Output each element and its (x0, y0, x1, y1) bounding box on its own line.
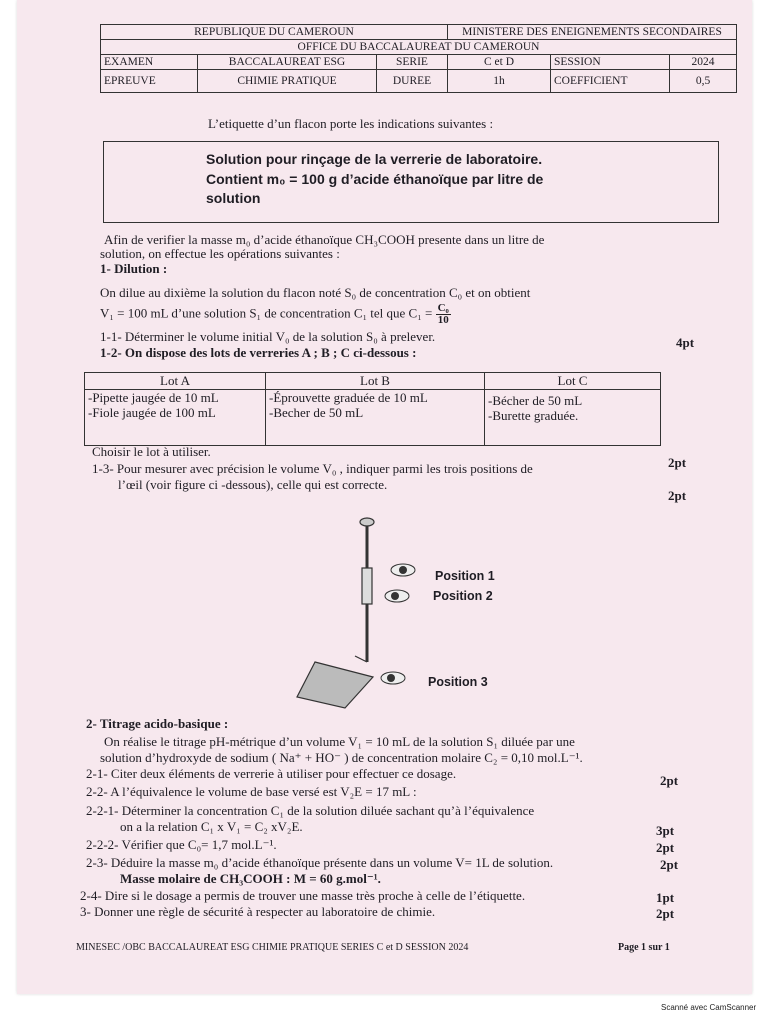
points-2pt-a: 2pt (668, 455, 687, 470)
lot-c-items (485, 390, 661, 446)
part1-title: 1- Dilution : (100, 261, 168, 276)
duree-value: 1h (448, 70, 551, 93)
republic-cell: REPUBLIQUE DU CAMEROUN (101, 25, 448, 40)
part1-line-2-text: V₁ = 100 mL d’une solution S₁ de concentration C₁ tel que C₁ = (100, 305, 433, 321)
pipette-tip (355, 656, 367, 662)
question-2-2-1-line-2: on a la relation C₁ x V₁ = C₂ xV₂E. (120, 819, 303, 834)
lot-c-header: Lot C (485, 373, 661, 390)
points-q24: 1pt (656, 890, 675, 905)
serie-label: SERIE (377, 55, 448, 70)
question-2-2: 2-2- A l’équivalence le volume de base versé est V₂E = 17 mL : (86, 784, 417, 799)
lot-c-item: -Burette graduée. (488, 408, 579, 423)
part2-title: 2- Titrage acido-basique : (86, 716, 229, 731)
points-q23: 2pt (660, 857, 679, 872)
office-cell: OFFICE DU BACCALAUREAT DU CAMEROUN (101, 40, 737, 55)
epreuve-label: EPREUVE (101, 70, 198, 93)
fraction-denominator: 10 (437, 314, 449, 326)
session-label: SESSION (551, 55, 670, 70)
question-2-1: 2-1- Citer deux éléments de verrerie à utiliser pour effectuer ce dosage. (86, 766, 457, 781)
preamble-line-1: Afin de verifier la masse m₀ d’acide éthanoïque CH₃COOH presente dans un litre de (104, 232, 545, 247)
question-3: 3- Donner une règle de sécurité à respecter au laboratoire de chimie. (80, 904, 436, 919)
pipette-bulb (360, 518, 374, 526)
position-2-label: Position 2 (433, 589, 493, 603)
footer-left: MINESEC /OBC BACCALAUREAT ESG CHIMIE PRATIQUE SERIES C et D SESSION 2024 (76, 942, 469, 953)
lot-a-item: -Pipette jaugée de 10 mL (88, 390, 219, 405)
ministry-cell: MINISTERE DES ENEIGNEMENTS SECONDAIRES (448, 25, 737, 40)
beaker (297, 662, 373, 708)
question-2-2-1-line-1: 2-2-1- Déterminer la concentration C₁ de la solution diluée sachant qu’à l’équivalence (86, 803, 535, 818)
question-2-4: 2-4- Dire si le dosage a permis de trouver une masse très proche à celle de l’étiquette. (80, 888, 526, 903)
lot-b-header: Lot B (266, 373, 485, 390)
label-line-1: Solution pour rinçage de la verrerie de laboratoire. (206, 151, 543, 167)
question-2-2-2: 2-2-2- Vérifier que C₀= 1,7 mol.L⁻¹. (86, 837, 277, 852)
lot-c-item: -Bécher de 50 mL (488, 393, 583, 408)
part2-line-2: solution d’hydroxyde de sodium ( Na⁺ + HO⁻ ) de concentration molaire C₂ = 0,10 mol.L⁻¹. (100, 750, 583, 765)
question-1-2: 1-2- On dispose des lots de verreries A ; B ; C ci-dessous : (100, 345, 417, 360)
points-q21: 2pt (660, 773, 679, 788)
eye-position-3 (381, 672, 405, 684)
position-3-label: Position 3 (428, 675, 488, 689)
lot-a-header: Lot A (85, 373, 266, 390)
scanner-watermark: Scanné avec CamScanner (661, 1003, 757, 1012)
points-4pt: 4pt (676, 335, 695, 350)
label-line-2: Contient m₀ = 100 g d’acide éthanoïque par litre de (206, 171, 544, 187)
question-1-3-line-2: l’œil (voir figure ci -dessous), celle qui est correcte. (118, 477, 388, 492)
question-1-3-line-1: 1-3- Pour mesurer avec précision le volume V₀ , indiquer parmi les trois positions de (92, 461, 533, 476)
preamble-line-2: solution, on effectue les opérations suivantes : (100, 246, 340, 261)
intro-text: L’etiquette d’un flacon porte les indications suivantes : (208, 116, 494, 131)
question-1-1: 1-1- Déterminer le volume initial V₀ de la solution S₀ à prelever. (100, 329, 436, 344)
points-q3: 2pt (656, 906, 675, 921)
points-q222: 2pt (656, 840, 675, 855)
coef-value: 0,5 (670, 70, 737, 93)
part1-line-1: On dilue au dixième la solution du flacon noté S₀ de concentration C₀ et on obtient (100, 285, 531, 300)
question-2-3: 2-3- Déduire la masse m₀ d’acide éthanoïque présente dans un volume V= 1L de solution. (86, 855, 554, 870)
position-1-label: Position 1 (435, 569, 495, 583)
session-value: 2024 (670, 55, 737, 70)
lot-a-item: -Fiole jaugée de 100 mL (88, 405, 216, 420)
points-q221: 3pt (656, 823, 675, 838)
epreuve-value: CHIMIE PRATIQUE (198, 70, 377, 93)
eye-position-2 (385, 590, 409, 602)
part2-line-1: On réalise le titrage pH-métrique d’un volume V₁ = 10 mL de la solution S₁ diluée par une (104, 734, 575, 749)
fraction-numerator: C₀ (437, 302, 449, 314)
eye-position-1 (391, 564, 415, 576)
c1-fraction (436, 303, 451, 326)
lot-a-items (85, 390, 266, 446)
label-box (103, 141, 719, 223)
coef-label: COEFFICIENT (551, 70, 670, 93)
pipette-bulge (362, 568, 372, 604)
choose-lot: Choisir le lot à utiliser. (92, 444, 211, 459)
lots-table (84, 372, 661, 446)
serie-value: C et D (448, 55, 551, 70)
footer-page: Page 1 sur 1 (618, 942, 670, 953)
lot-b-items (266, 390, 485, 446)
duree-label: DUREE (377, 70, 448, 93)
lot-b-item: -Éprouvette graduée de 10 mL (269, 390, 428, 405)
pipette-figure (285, 512, 425, 712)
points-2pt-b: 2pt (668, 488, 687, 503)
label-line-3: solution (206, 190, 261, 206)
lot-b-item: -Becher de 50 mL (269, 405, 364, 420)
part1-line-2 (100, 303, 451, 326)
molar-mass: Masse molaire de CH₃COOH : M = 60 g.mol⁻¹. (120, 871, 381, 886)
exam-header-table (100, 24, 737, 93)
examen-value: BACCALAUREAT ESG (198, 55, 377, 70)
examen-label: EXAMEN (101, 55, 198, 70)
